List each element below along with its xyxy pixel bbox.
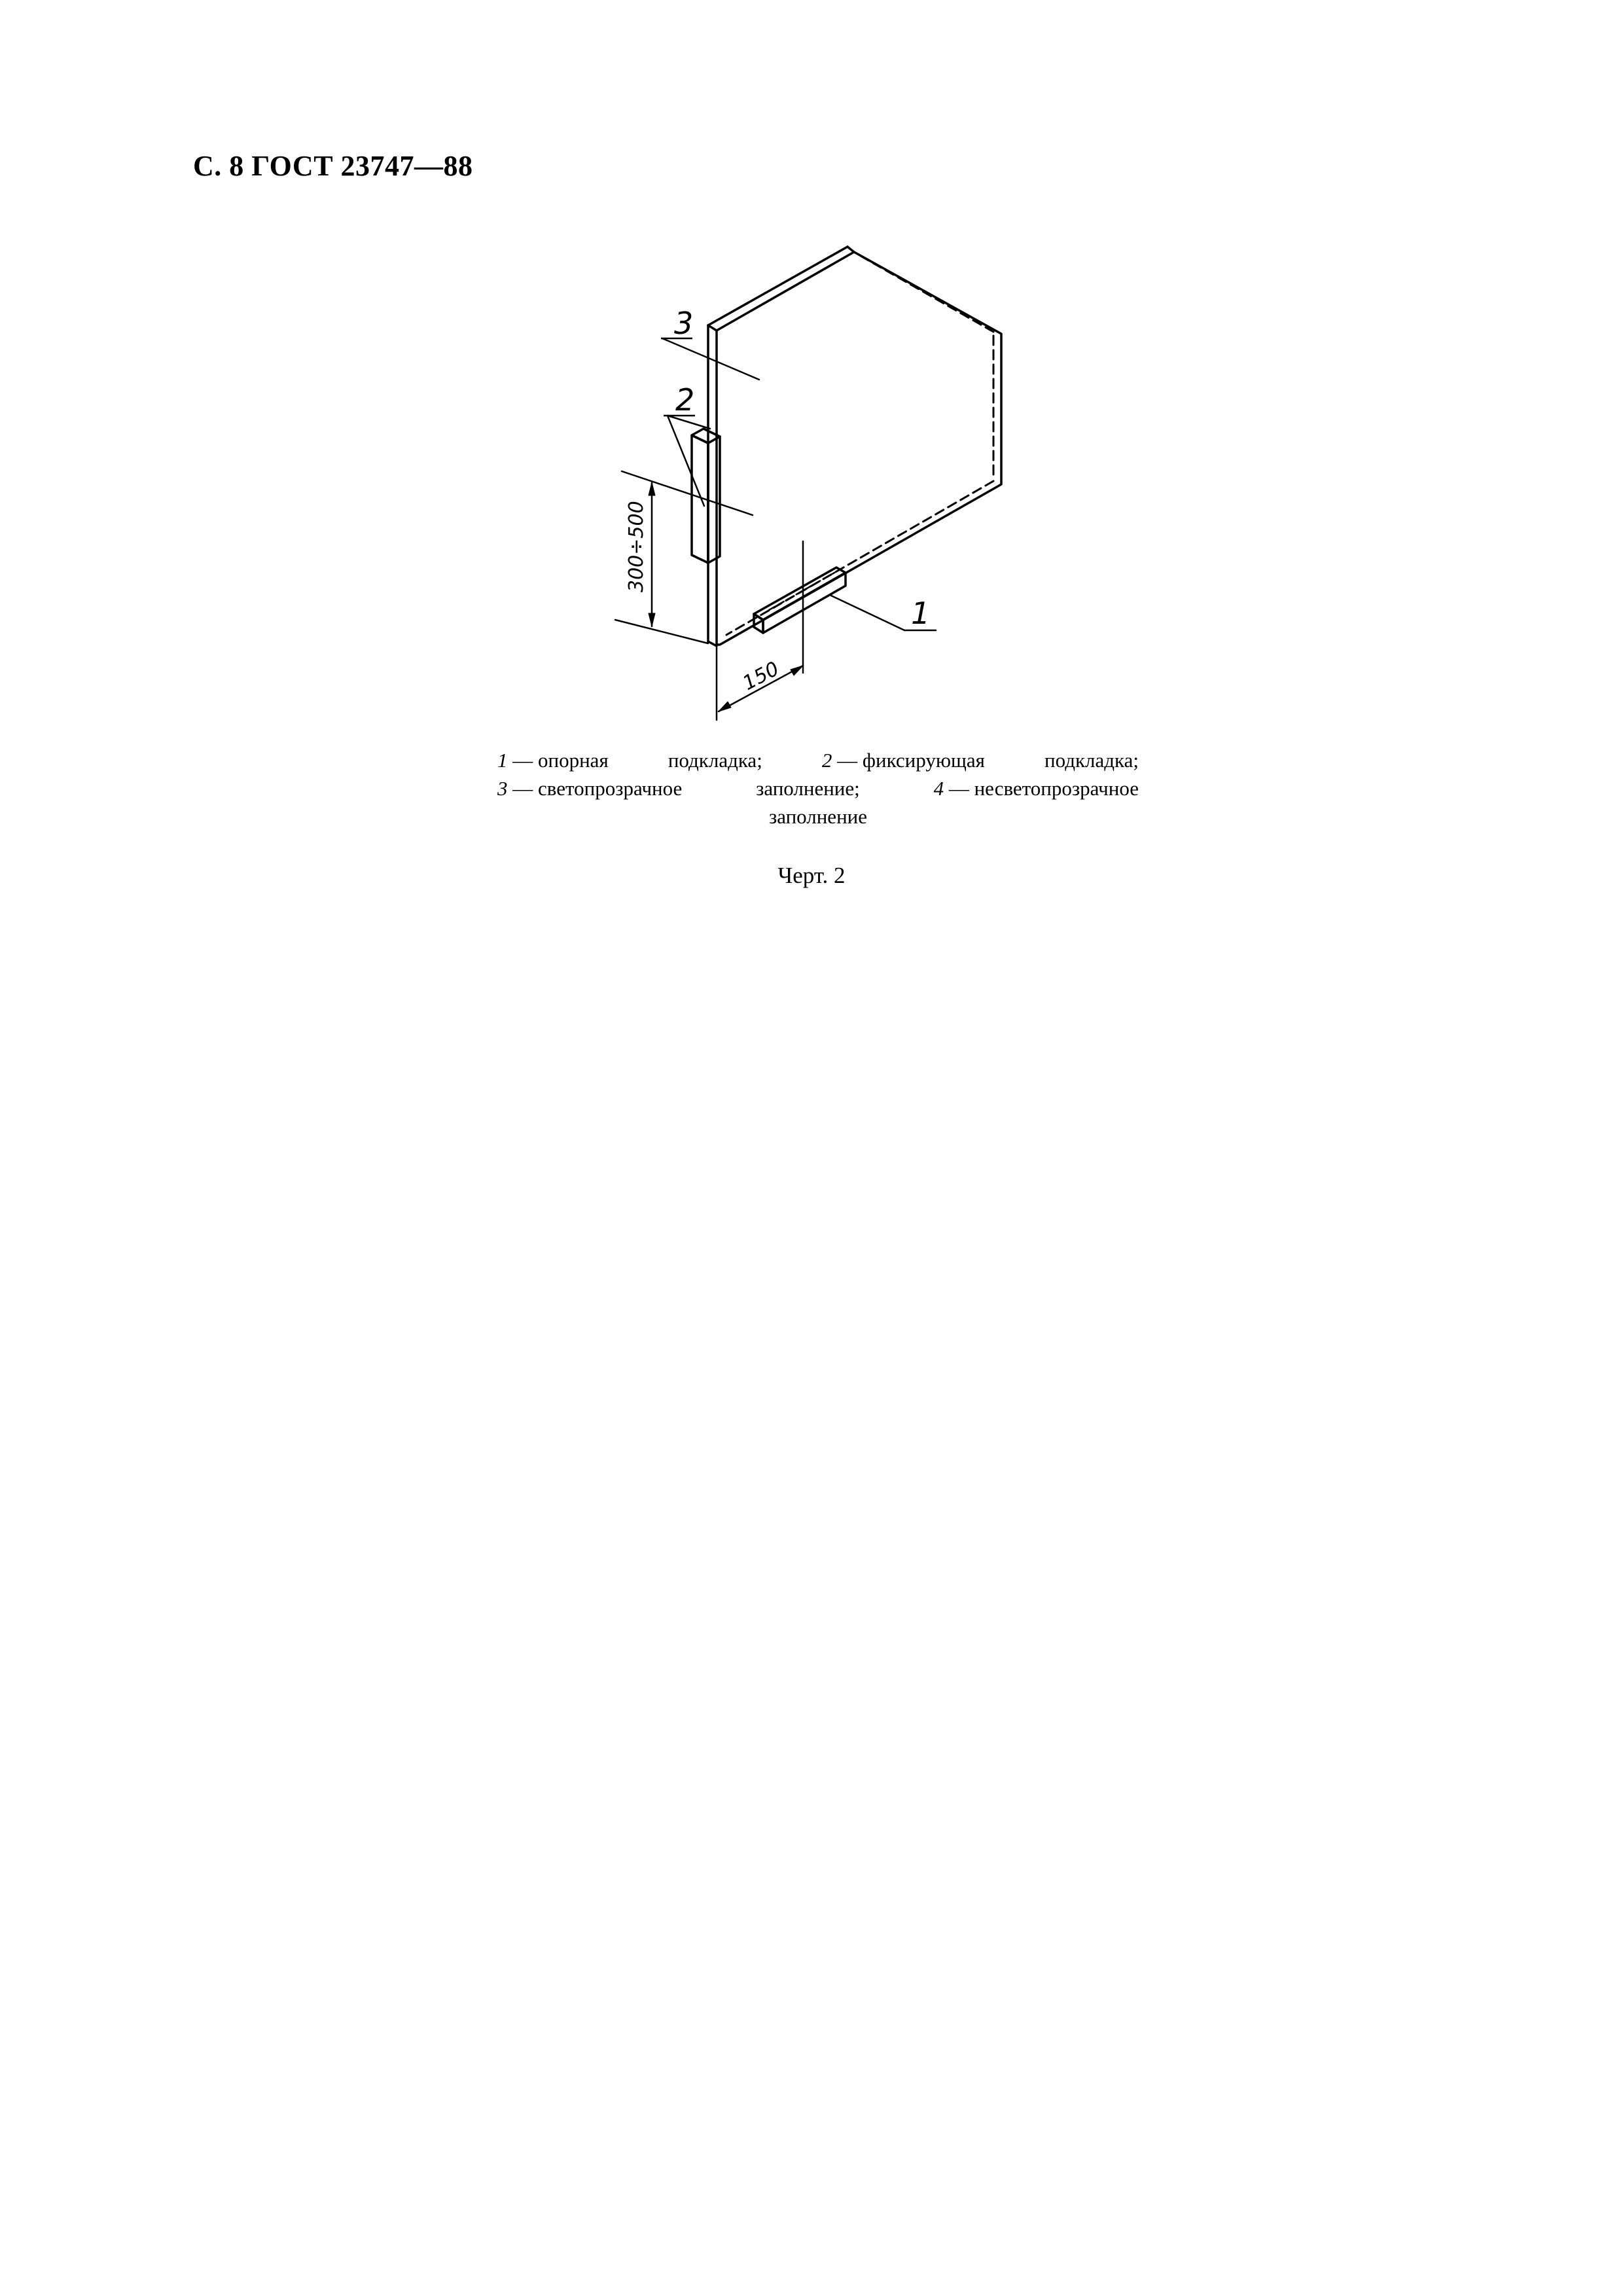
caption-line-1: [497, 746, 1139, 774]
support-block: [754, 567, 846, 633]
figure-caption: [497, 746, 1139, 831]
glass-panel-face: [717, 252, 1001, 645]
drawing-svg: [609, 239, 1027, 740]
dimension-horizontal: 150: [739, 657, 783, 696]
caption-word: подкладка;: [668, 749, 762, 772]
leader-3: [662, 338, 759, 380]
hidden-edge-bottom: [726, 481, 993, 635]
caption-line-2: [497, 774, 1139, 802]
page-header: С. 8 ГОСТ 23747—88: [193, 150, 473, 182]
leader-1: [831, 596, 904, 630]
caption-item: 2 — фиксирующая: [821, 749, 985, 772]
technical-drawing: [609, 239, 1027, 740]
caption-word: заполнение: [768, 805, 868, 828]
glass-panel-edge-top: [708, 247, 847, 325]
caption-word: подкладка;: [1044, 749, 1139, 772]
callout-3: 3: [674, 306, 694, 341]
caption-item: 3 — светопрозрачное: [497, 777, 683, 800]
hidden-edge-top: [861, 256, 993, 332]
caption-item: 1 — опорная: [497, 749, 609, 772]
dimension-vertical: 300÷500: [625, 501, 648, 592]
callout-1: 1: [911, 596, 931, 631]
figure-title: Черт. 2: [777, 863, 846, 888]
caption-item: 4 — несветопрозрачное: [933, 777, 1139, 800]
caption-word: заполнение;: [756, 777, 860, 800]
callout-2: 2: [675, 382, 695, 418]
leader-2a: [668, 416, 710, 429]
caption-line-3: [497, 802, 1139, 831]
